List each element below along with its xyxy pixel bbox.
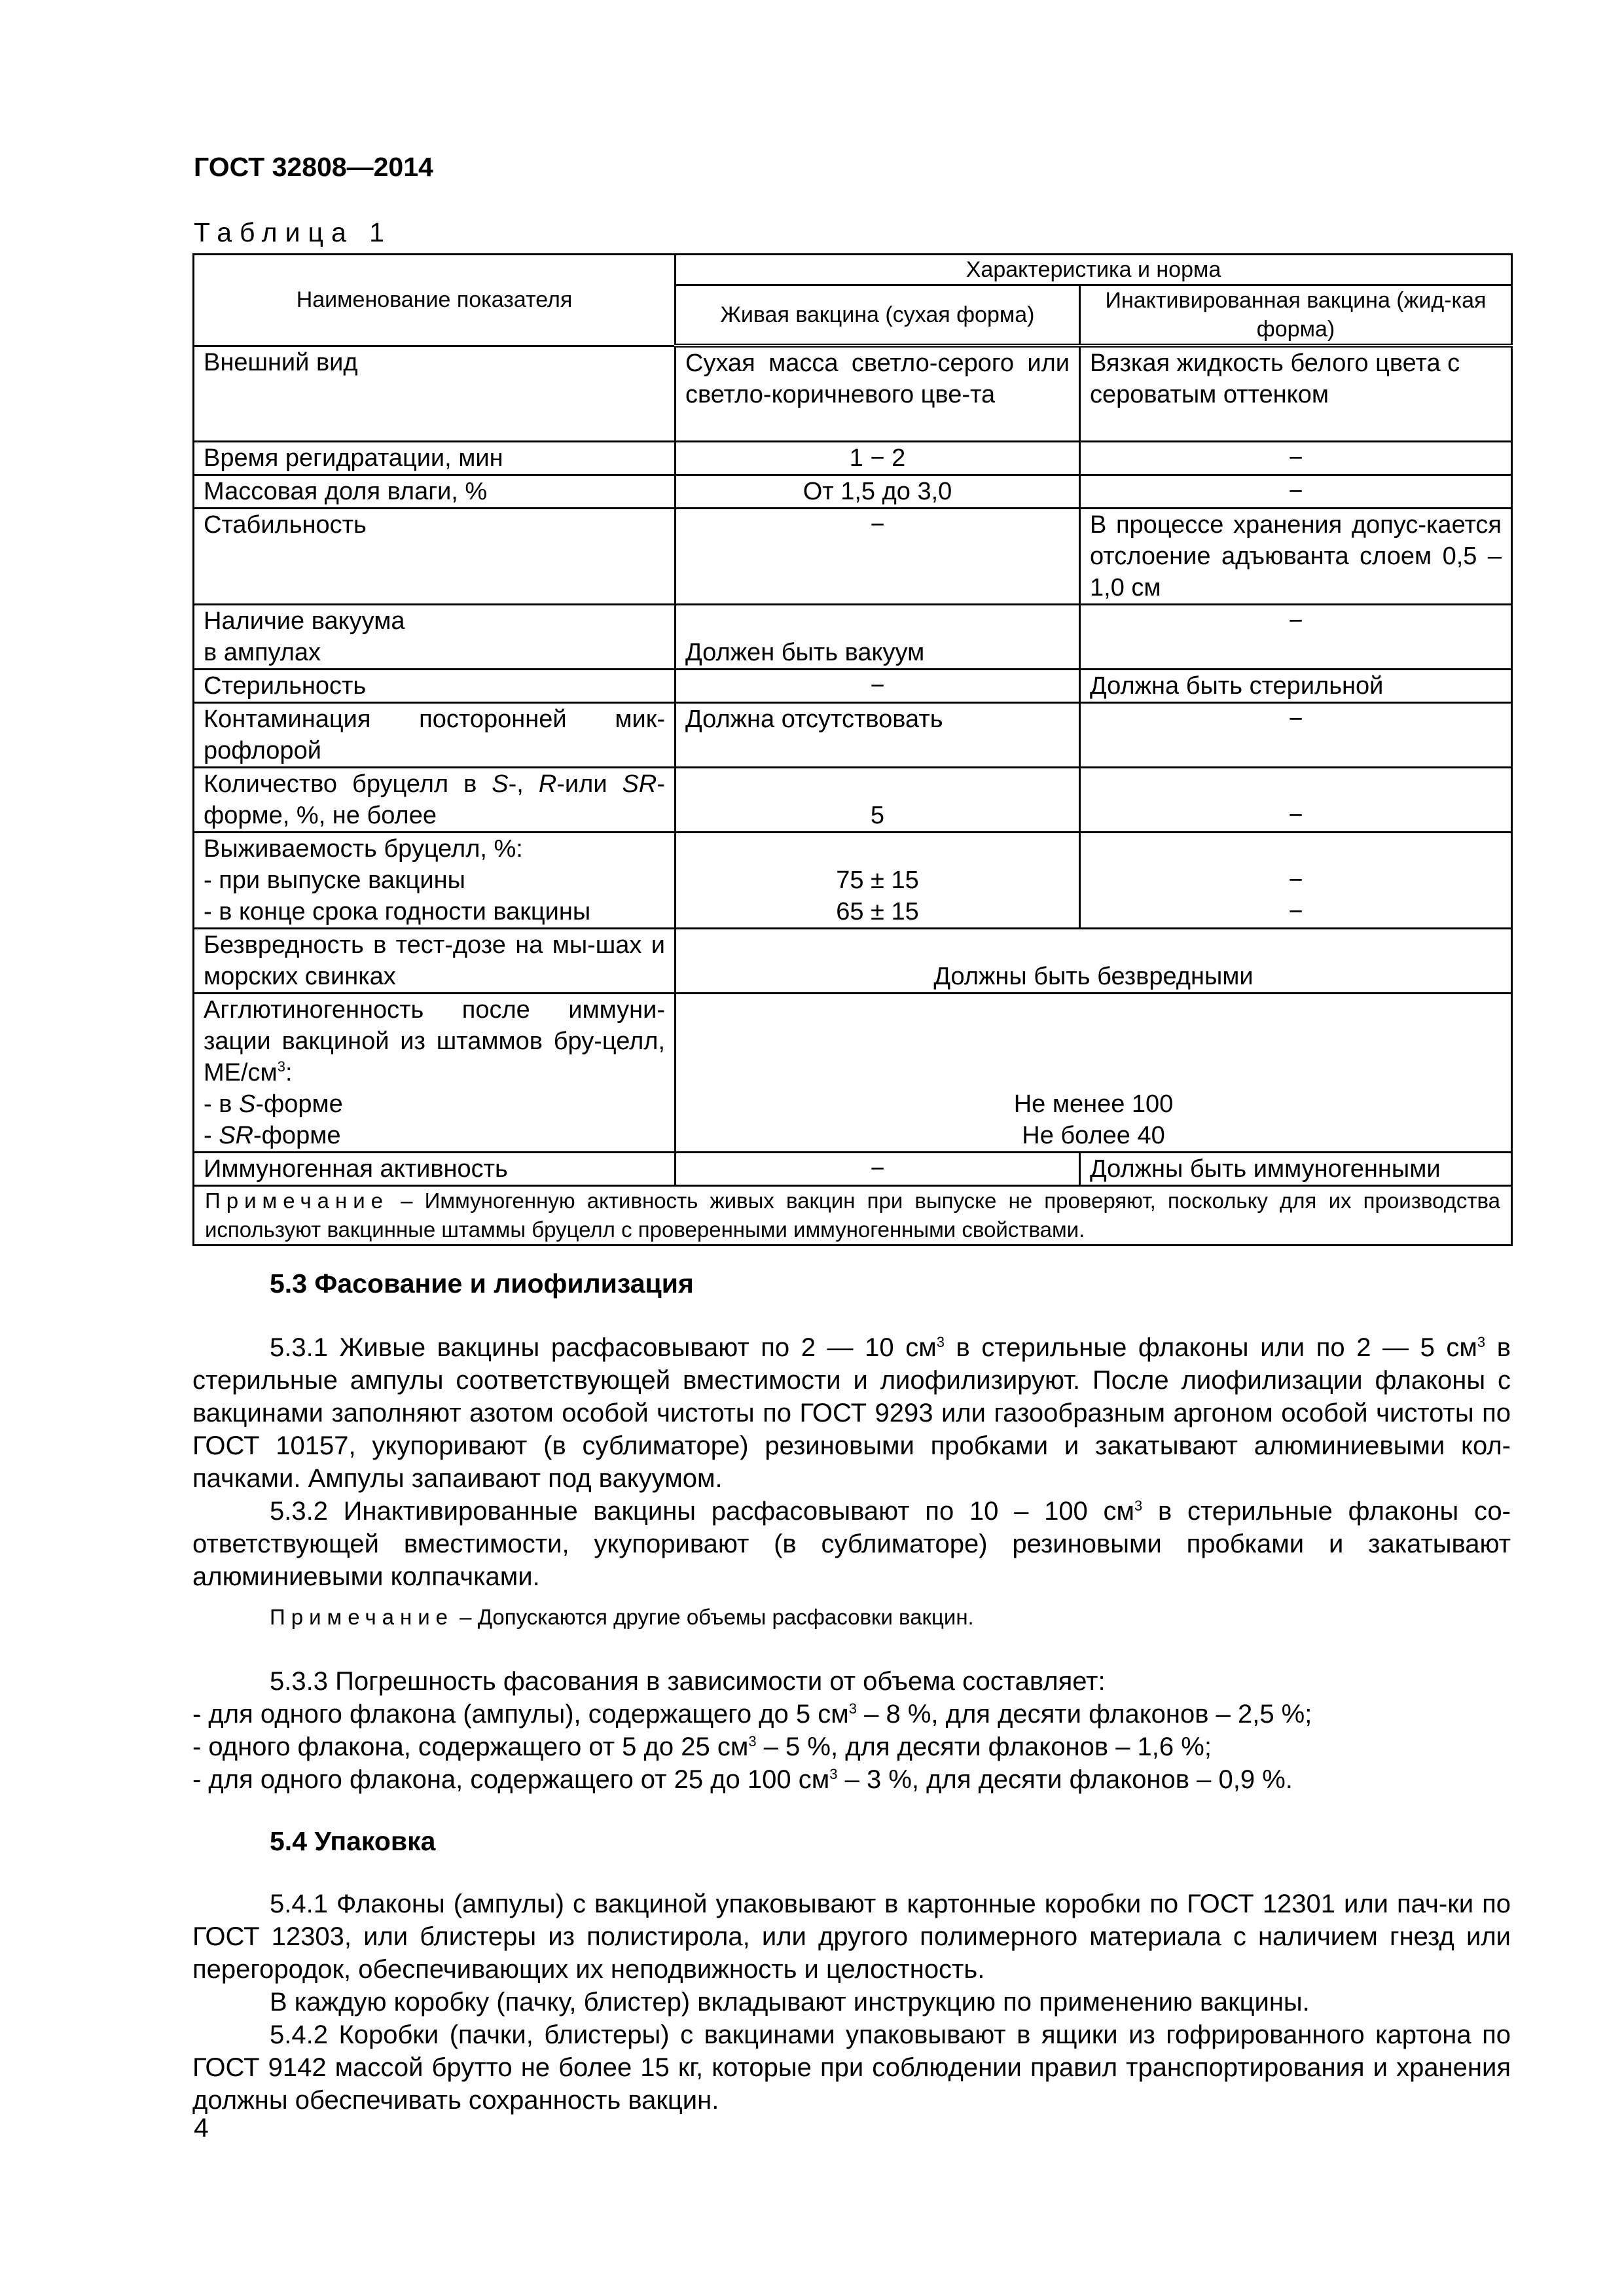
table-row — [194, 928, 1512, 993]
row-name — [194, 993, 676, 1152]
row-name-line: Агглютиногенность после иммуни-зации вакциной из штаммов бру-целл, $МЕ/см^3$: — [204, 996, 665, 1086]
note-label: Примечание — [270, 1605, 454, 1629]
row-name-line: Выживаемость бруцелл, %: — [204, 834, 523, 863]
form-letter-sr: SR — [622, 770, 657, 798]
list-item: - для одного флакона (ампулы), содержащего до 5 $см^3 - 8$ %, для десяти флаконов – 2,5 %; — [192, 1700, 1312, 1729]
superscript: 3 — [936, 1334, 945, 1350]
superscript: 3 — [1477, 1334, 1486, 1350]
table-row — [194, 1152, 1512, 1185]
spec-table — [192, 253, 1513, 1246]
note-label: Примечание — [205, 1188, 389, 1213]
paragraph-532: 5.3.2 Инактивированные вакцины расфасовывают по 10 – 100 $см^3$ в стерильные флаконы со-ответствующей вместимости, укупоривают (в сублиматоре) резиновыми пробками и закатывают алюминиевыми колпачками. — [192, 1497, 1511, 1591]
row-inact-value: − — [1080, 767, 1512, 832]
value-line: − — [1288, 897, 1303, 925]
header-col-name: Наименование показателя — [194, 255, 676, 346]
superscript: 3 — [1134, 1498, 1143, 1514]
row-live-value: Должен быть вакуум — [676, 604, 1080, 669]
section-heading: 5.3 Фасование и лиофилизация — [270, 1268, 694, 1299]
form-letter-s: S — [492, 770, 509, 798]
row-live-value: Должна отсутствовать — [676, 702, 1080, 767]
paragraph-542: 5.4.2 Коробки (пачки, блистеры) с вакцинами упаковывают в ящики из гофрированного картона по ГОСТ 9142 массой брутто не более 15 кг, которые при соблюдении правил транспортирования и хранения должны обеспечивать сохранность вакцин. — [192, 2020, 1511, 2115]
row-live-value: − — [676, 508, 1080, 604]
paragraph-531: 5.3.1 Живые вакцины расфасовывают по 2 — 10 $см^3$ в стерильные флаконы или по 2 — 5 $см^3$ в стерильные ампулы соответствующей вместимости и лиофилизируют. После лиофилизации флаконы с вакцинами заполняют азотом особой чистоты по ГОСТ 9293 или газообразным аргоном особой чистоты по ГОСТ 10157, укупоривают (в сублиматоре) резиновыми пробками и закатывают алюминиевыми кол-пачками. Ампулы запаивают под вакуумом. — [192, 1333, 1511, 1493]
paragraph-533 — [192, 1665, 1511, 1796]
value-line: 65 ± 15 — [836, 897, 919, 925]
row-name: Стабильность — [194, 508, 676, 604]
row-name: Контаминация посторонней мик-рофлорой — [194, 702, 676, 767]
row-name-text: Агглютиногенность после иммуни-зации вакциной из штаммов бру-целл, МЕ/см — [204, 996, 665, 1086]
row-live-value: − — [676, 669, 1080, 702]
row-name: Время регидратации, мин — [194, 441, 676, 475]
row-live-value: − — [676, 1152, 1080, 1185]
row-name-text: Количество бруцелл в — [204, 770, 492, 798]
row-merged-value — [676, 993, 1512, 1152]
value-line: − — [1288, 866, 1303, 894]
row-inact-value: Должны быть иммуногенными — [1080, 1152, 1512, 1185]
table-note — [194, 1185, 1512, 1245]
row-merged-value: Должны быть безвредными — [676, 928, 1512, 993]
form-letter-r: R — [538, 770, 557, 798]
header-col-live: Живая вакцина (сухая форма) — [676, 285, 1080, 346]
row-inact-value: Должна быть стерильной — [1080, 669, 1512, 702]
row-live-value — [676, 832, 1080, 928]
table-row — [194, 832, 1512, 928]
paragraph-title: 5.3.3 Погрешность фасования в зависимости от объема составляет: — [270, 1667, 1106, 1696]
list-item: - для одного флакона, содержащего от 25 до 100 $см^3 - 3$ %, для десяти флаконов – 0,9 %. — [192, 1765, 1293, 1794]
row-live-value: Сухая масса светло-серого или светло-коричневого цве-та — [676, 346, 1080, 441]
row-name: Иммуногенная активность — [194, 1152, 676, 1185]
value-line: Не менее 100 — [1013, 1090, 1174, 1118]
row-live-value: 5 — [676, 767, 1080, 832]
row-inact-value — [1080, 832, 1512, 928]
superscript: 3 — [748, 1733, 757, 1749]
table-caption: Таблица 1 — [194, 217, 392, 247]
row-name — [194, 767, 676, 832]
row-name-text: -или — [556, 770, 623, 798]
row-inact-value: В процессе хранения допус-кается отслоение адъюванта слоем 0,5 – 1,0 см — [1080, 508, 1512, 604]
note-paragraph — [270, 1605, 974, 1630]
value-line: Не более 40 — [1022, 1121, 1165, 1149]
row-name-text: -, — [508, 770, 539, 798]
row-name: Внешний вид — [194, 346, 676, 441]
row-inact-value: − — [1080, 441, 1512, 475]
header-col-inact: Инактивированная вакцина (жид-кая форма) — [1080, 285, 1512, 346]
table-row — [194, 993, 1512, 1152]
row-live-value: 1 − 2 — [676, 441, 1080, 475]
note-text: – Иммуногенную активность живых вакцин при выпуске не проверяют, поскольку для их производства используют вакцинные штаммы бруцелл с проверенными иммуногенными свойствами. — [205, 1188, 1500, 1242]
paragraph-541: 5.4.1 Флаконы (ампулы) с вакциной упаковывают в картонные коробки по ГОСТ 12301 или пач-ки по ГОСТ 12303, или блистеры из полистирола, или другого полимерного материала с наличием гнезд или перегородок, обеспечивающих их неподвижность и целостность. — [192, 1890, 1511, 1984]
page-number: 4 — [194, 2113, 209, 2143]
row-inact-value: − — [1080, 475, 1512, 508]
row-name: Стерильность — [194, 669, 676, 702]
row-name-line: - в конце срока годности вакцины — [204, 897, 591, 925]
table-row — [194, 346, 1512, 441]
form-letter-s: S — [238, 1090, 256, 1118]
form-letter-sr: SR — [219, 1121, 254, 1149]
row-name-line: - при выпуске вакцины — [204, 866, 465, 894]
superscript: 3 — [848, 1700, 857, 1717]
row-inact-value: − — [1080, 702, 1512, 767]
paragraph-541b: В каждую коробку (пачку, блистер) вкладывают инструкцию по применению вакцины. — [270, 1988, 1310, 2017]
row-name-line: в ампулах — [204, 638, 321, 666]
row-name — [194, 604, 676, 669]
note-text: – Допускаются другие объемы расфасовки вакцин. — [454, 1605, 974, 1629]
table-row — [194, 669, 1512, 702]
section-heading: 5.4 Упаковка — [270, 1826, 436, 1856]
superscript: 3 — [829, 1766, 838, 1782]
row-name-text: -форме, %, не более — [204, 770, 665, 829]
table-row — [194, 702, 1512, 767]
table-row — [194, 508, 1512, 604]
row-name: Безвредность в тест-дозе на мы-шах и морских свинках — [194, 928, 676, 993]
table-row — [194, 767, 1512, 832]
header-group: Характеристика и норма — [676, 255, 1512, 285]
row-name: Массовая доля влаги, % — [194, 475, 676, 508]
table-row — [194, 604, 1512, 669]
row-live-value: От 1,5 до 3,0 — [676, 475, 1080, 508]
table-row — [194, 475, 1512, 508]
row-name — [194, 832, 676, 928]
row-name-line: - SR-форме — [204, 1121, 341, 1149]
table-row — [194, 441, 1512, 475]
list-item: - одного флакона, содержащего от 5 до 25 $см^3 - 5$ %, для десяти флаконов – 1,6 %; — [192, 1732, 1212, 1761]
row-inact-value: − — [1080, 604, 1512, 669]
row-name-line: Наличие вакуума — [204, 607, 405, 635]
row-name-line: - в S-форме — [204, 1090, 343, 1118]
document-code: ГОСТ 32808—2014 — [194, 152, 433, 182]
superscript: 3 — [277, 1058, 285, 1075]
table-note-row — [194, 1185, 1512, 1245]
row-inact-value: Вязкая жидкость белого цвета с сероватым оттенком — [1080, 346, 1512, 441]
value-line: 75 ± 15 — [836, 866, 919, 894]
